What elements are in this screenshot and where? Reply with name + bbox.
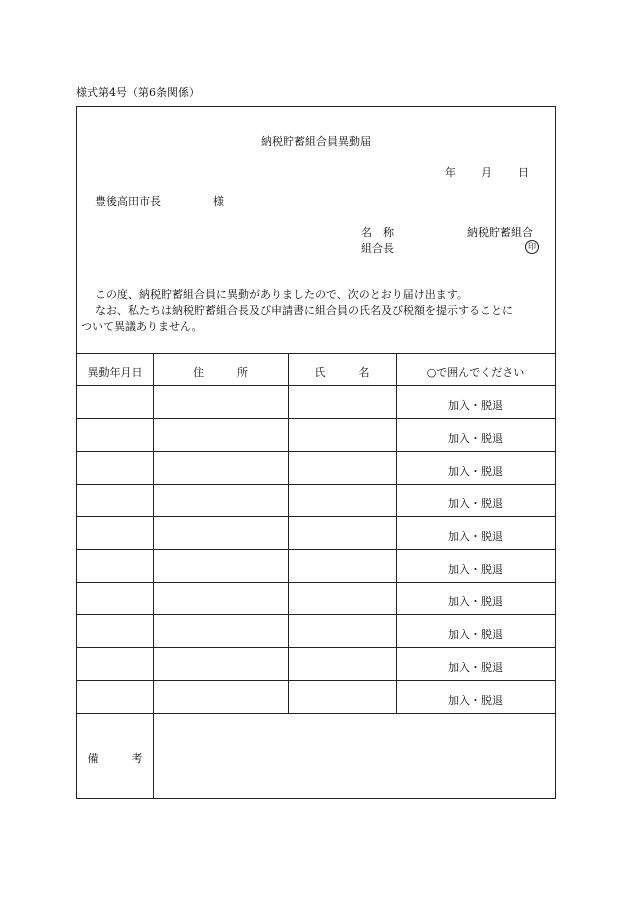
remarks-label: 備 考 [87, 752, 143, 765]
status-choice[interactable]: 加入・脱退 [448, 530, 503, 543]
notice-line-2: なお、私たちは納税貯蓄組合長及び申請書に組合員の氏名及び税額を提示することに [95, 304, 513, 317]
row-divider [77, 516, 555, 517]
form-number: 様式第4号（第6条関係） [76, 86, 200, 99]
row-divider [77, 614, 555, 615]
date-month-label: 月 [481, 166, 492, 179]
date-day-label: 日 [518, 166, 529, 179]
row-divider [77, 680, 555, 681]
row-divider [77, 549, 555, 550]
header-name: 氏 名 [314, 366, 370, 379]
status-choice[interactable]: 加入・脱退 [448, 497, 503, 510]
header-address: 住 所 [193, 366, 248, 379]
status-choice[interactable]: 加入・脱退 [448, 694, 503, 707]
status-choice[interactable]: 加入・脱退 [448, 661, 503, 674]
seal-icon: 印 [525, 240, 539, 254]
seal-mark [525, 239, 539, 254]
date-year-label: 年 [445, 166, 456, 179]
leader-label: 組合長 [361, 242, 394, 255]
table-header-border [77, 385, 555, 386]
row-divider [77, 451, 555, 452]
applicant-name-label: 名 称 [361, 226, 394, 239]
recipient-name: 豊後高田市長 [95, 195, 161, 208]
notice-line-3: ついて異議ありません。 [81, 320, 203, 333]
notice-line-1: この度、納税貯蓄組合員に異動がありましたので、次のとおり届け出ます。 [95, 288, 468, 301]
row-divider [77, 418, 555, 419]
row-divider [77, 484, 555, 485]
applicant-name-value: 納税貯蓄組合 [467, 226, 533, 239]
status-choice[interactable]: 加入・脱退 [448, 595, 503, 608]
status-choice[interactable]: 加入・脱退 [448, 628, 503, 641]
form-frame [76, 106, 556, 799]
table-top-border [77, 353, 555, 354]
status-choice[interactable]: 加入・脱退 [448, 399, 503, 412]
form-title: 納税貯蓄組合員異動届 [261, 135, 371, 148]
column-divider [288, 353, 289, 713]
row-divider [77, 582, 555, 583]
status-choice[interactable]: 加入・脱退 [448, 465, 503, 478]
status-choice[interactable]: 加入・脱退 [448, 563, 503, 576]
status-choice[interactable]: 加入・脱退 [448, 432, 503, 445]
recipient-honorific: 様 [213, 195, 224, 208]
header-change-date: 異動年月日 [87, 366, 143, 379]
remarks-field[interactable] [154, 714, 554, 798]
row-divider [77, 647, 555, 648]
header-circle-instruction: ○で囲んでください [426, 366, 525, 379]
